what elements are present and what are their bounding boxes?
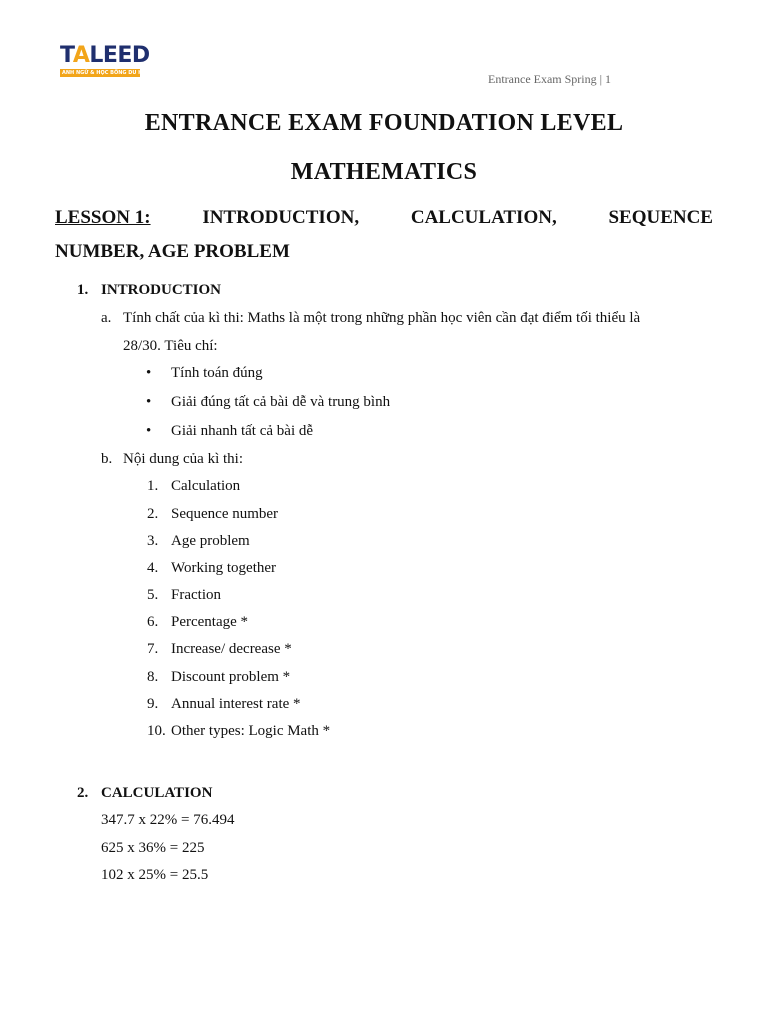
- section1-heading: INTRODUCTION: [101, 282, 222, 298]
- lesson-word-3: SEQUENCE: [608, 207, 713, 228]
- logo-letter-t: T: [60, 43, 73, 68]
- logo-tagline: ANH NGỮ & HỌC BỔNG DU HỌC: [62, 70, 151, 76]
- topic-number: 10.: [147, 723, 166, 739]
- page-title-line1: ENTRANCE EXAM FOUNDATION LEVEL: [144, 110, 624, 136]
- calculation-line: 347.7 x 22% = 76.494: [101, 812, 235, 828]
- topic-item: Working together: [171, 560, 277, 576]
- topic-item: Age problem: [171, 533, 250, 549]
- topic-item: Other types: Logic Math *: [171, 723, 331, 739]
- topic-item: Annual interest rate *: [171, 696, 301, 712]
- item-a-label: a.: [101, 310, 112, 326]
- lesson-word-2: CALCULATION,: [410, 207, 557, 228]
- bullet-icon: •: [146, 394, 152, 410]
- item-b-label: b.: [101, 451, 113, 467]
- topic-number: 7.: [147, 641, 159, 657]
- bullet-item: Giải đúng tất cả bài dễ và trung bình: [171, 394, 391, 410]
- logo-letters-leed: LEED: [89, 43, 150, 68]
- bullet-item: Giải nhanh tất cả bài dễ: [171, 423, 314, 439]
- logo-letter-a: A: [72, 43, 90, 68]
- topic-number: 9.: [147, 696, 159, 712]
- topic-item: Calculation: [171, 478, 241, 494]
- logo: [60, 43, 151, 82]
- item-b-text: Nội dung của kì thi:: [123, 451, 243, 467]
- page-title-line2: MATHEMATICS: [290, 159, 478, 185]
- bullet-icon: •: [146, 365, 152, 381]
- topic-item: Discount problem *: [171, 669, 291, 685]
- topic-number: 6.: [147, 614, 159, 630]
- section2-number: 2.: [77, 785, 89, 801]
- lesson-heading: [55, 201, 713, 269]
- topic-number: 3.: [147, 533, 159, 549]
- section2-heading: CALCULATION: [101, 785, 213, 801]
- lesson-label: LESSON 1:: [55, 207, 151, 228]
- topic-number: 5.: [147, 587, 159, 603]
- topic-number: 4.: [147, 560, 159, 576]
- calculation-line: 625 x 36% = 225: [101, 840, 205, 856]
- logo-wordmark: [60, 43, 150, 68]
- bullet-icon: •: [146, 423, 152, 439]
- topic-item: Increase/ decrease *: [171, 641, 292, 657]
- section1-number: 1.: [77, 282, 89, 298]
- item-a-text-line2: 28/30. Tiêu chí:: [123, 338, 218, 354]
- topic-number: 2.: [147, 506, 159, 522]
- topic-number: 8.: [147, 669, 159, 685]
- calculation-line: 102 x 25% = 25.5: [101, 867, 209, 883]
- topic-item: Percentage *: [171, 614, 249, 630]
- running-head: Entrance Exam Spring | 1: [488, 72, 612, 86]
- item-a-text-line1: Tính chất của kì thi: Maths là một trong những phần học viên cần đạt điểm tối thiểu là: [123, 310, 641, 326]
- lesson-heading-line1: [55, 201, 713, 235]
- topic-item: Sequence number: [171, 506, 279, 522]
- topic-number: 1.: [147, 478, 159, 494]
- topic-item: Fraction: [171, 587, 221, 603]
- lesson-heading-line2: NUMBER, AGE PROBLEM: [55, 241, 290, 262]
- bullet-item: Tính toán đúng: [171, 365, 263, 381]
- lesson-word-1: INTRODUCTION,: [202, 207, 360, 228]
